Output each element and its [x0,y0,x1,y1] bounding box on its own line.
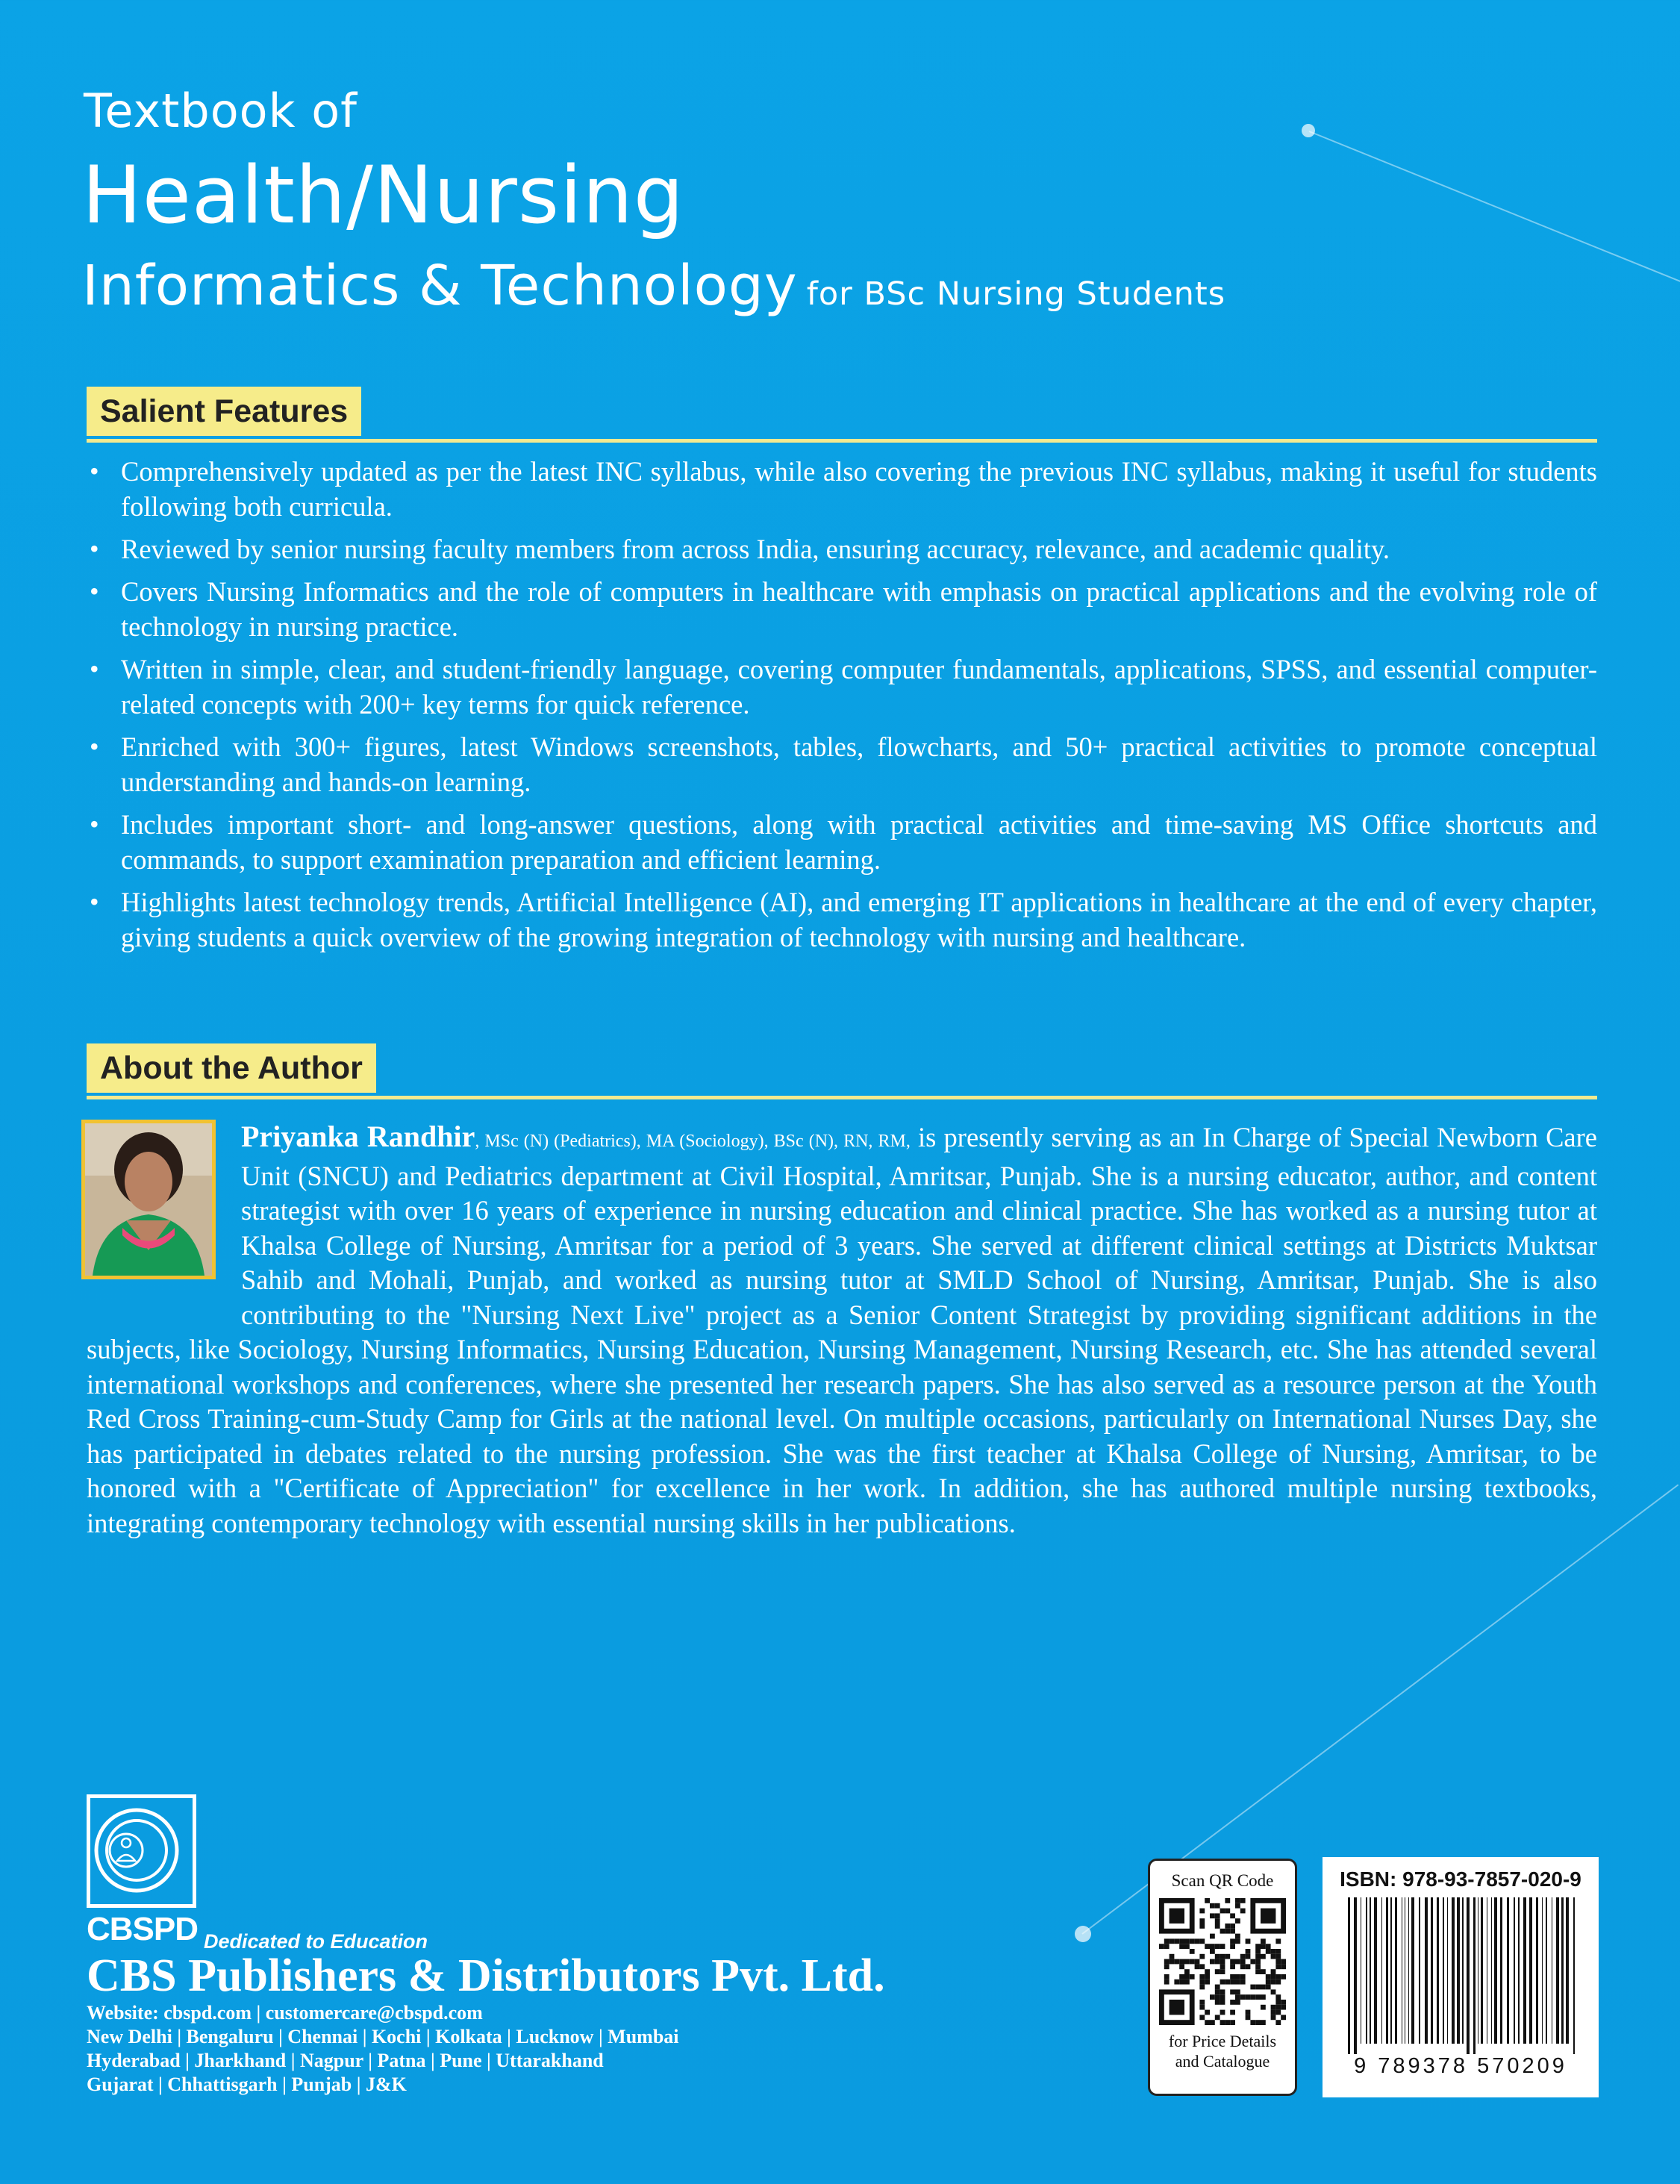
qr-caption-bottom-1: for Price Details [1168,2032,1277,2050]
isbn-barcode-panel [1323,1857,1599,2097]
author-bio-text: is presently serving as an In Charge of Special Newborn Care Unit (SNCU) and Pediatrics department at Civil Hospital, Amritsar, Punjab. She is a nursing educator, author, and content strategist with over 16 years of experience in nursing education and clinical practice. She has worked as a nursing tutor at Khalsa College of Nursing, Amritsar for a period of 3 years. She served at different clinical settings at Districts Muktsar Sahib and Mohali, Punjab, and worked as nursing tutor at SMLD School of Nursing, Amritsar, Punjab. She is also contributing to the "Nursing Next Live" project as a Senior Content Strategist by providing significant additions in the subjects, like Sociology, Nursing Informatics, Nursing Education, Nursing Management, Nursing Research, etc. She has attended several international workshops and conferences, where she presented her research papers. She has also served as a resource person at the Youth Red Cross Training-cum-Study Camp for Girls at the national level. On multiple occasions, particularly on International Nurses Day, she has participated in debates related to the nursing profession. She was the first teacher at Khalsa College of Nursing, Amritsar, to be honored with a "Certificate of Appreciation" for excellence in her work. In addition, she has authored multiple nursing textbooks, integrating contemporary technology with essential nursing skills in her publications. [87,1122,1597,1538]
decorative-dot-top [1302,124,1315,137]
feature-item: • Enriched with 300+ figures, latest Windows screenshots, tables, flowcharts, and 50+ practical activities to promote conceptual understanding and hands-on learning. [87,729,1597,799]
publisher-logo [87,1794,196,1908]
feature-item: • Comprehensively updated as per the latest INC syllabus, while also covering the previous INC syllabus, making it useful for students following both curricula. [87,454,1597,524]
title-line-1: Textbook of [84,84,357,138]
isbn-label: ISBN: 978-93-7857-020-9 [1340,1868,1581,1891]
feature-item: • Includes important short- and long-answer questions, along with practical activities and time-saving MS Office shortcuts and commands, to support examination preparation and efficient learning. [87,807,1597,877]
salient-features-rule [87,439,1597,443]
author-photo [81,1120,216,1279]
decorative-line-top [1309,131,1680,289]
book-subtitle [82,254,1225,318]
publisher-name: CBS Publishers & Distributors Pvt. Ltd. [87,1950,885,2001]
isbn-digits: 9 789378 570209 [1354,2054,1567,2078]
barcode-icon [1337,1897,1584,2054]
subtitle-main: Informatics & Technology [82,254,798,318]
qr-caption-bottom-2: and Catalogue [1175,2052,1270,2071]
publisher-logo-text: CBSPD [87,1911,199,1947]
cbspd-emblem-icon [90,1798,193,1904]
qr-caption-top: Scan QR Code [1171,1871,1274,1890]
author-qualifications: , MSc (N) (Pediatrics), MA (Sociology), BSc (N), RN, RM, [475,1132,911,1151]
publisher-cities-1: New Delhi | Bengaluru | Chennai | Kochi | Kolkata | Lucknow | Mumbai [87,2026,679,2047]
qr-code-icon[interactable] [1159,1898,1286,2025]
feature-item: • Written in simple, clear, and student-friendly language, covering computer fundamentals, applications, SPSS, and essential computer-related concepts with 200+ key terms for quick reference. [87,652,1597,722]
publisher-tagline: Dedicated to Education [204,1930,428,1953]
about-author-heading: About the Author [87,1043,376,1093]
book-title: Health/Nursing [82,149,684,241]
qr-code-panel[interactable] [1148,1859,1297,2096]
publisher-contact: Website: cbspd.com | customercare@cbspd.com [87,2002,483,2024]
salient-features-heading: Salient Features [87,387,361,436]
author-portrait-image [85,1123,212,1276]
feature-item: • Reviewed by senior nursing faculty members from across India, ensuring accuracy, relevance, and academic quality. [87,531,1597,567]
subtitle-audience: for BSc Nursing Students [806,275,1226,313]
feature-item: • Covers Nursing Informatics and the role of computers in healthcare with emphasis on practical applications and the evolving role of technology in nursing practice. [87,574,1597,644]
about-author-rule [87,1096,1597,1099]
author-name: Priyanka Randhir [241,1120,475,1153]
publisher-cities-2: Hyderabad | Jharkhand | Nagpur | Patna | Pune | Uttarakhand [87,2050,604,2071]
features-list [87,454,1597,962]
feature-item: • Highlights latest technology trends, Artificial Intelligence (AI), and emerging IT applications in healthcare at the end of every chapter, giving students a quick overview of the growing integration of technology with nursing and healthcare. [87,884,1597,955]
publisher-cities-3: Gujarat | Chhattisgarh | Punjab | J&K [87,2074,407,2095]
author-bio [87,1120,1597,1541]
decorative-dot-bottom [1075,1926,1091,1942]
